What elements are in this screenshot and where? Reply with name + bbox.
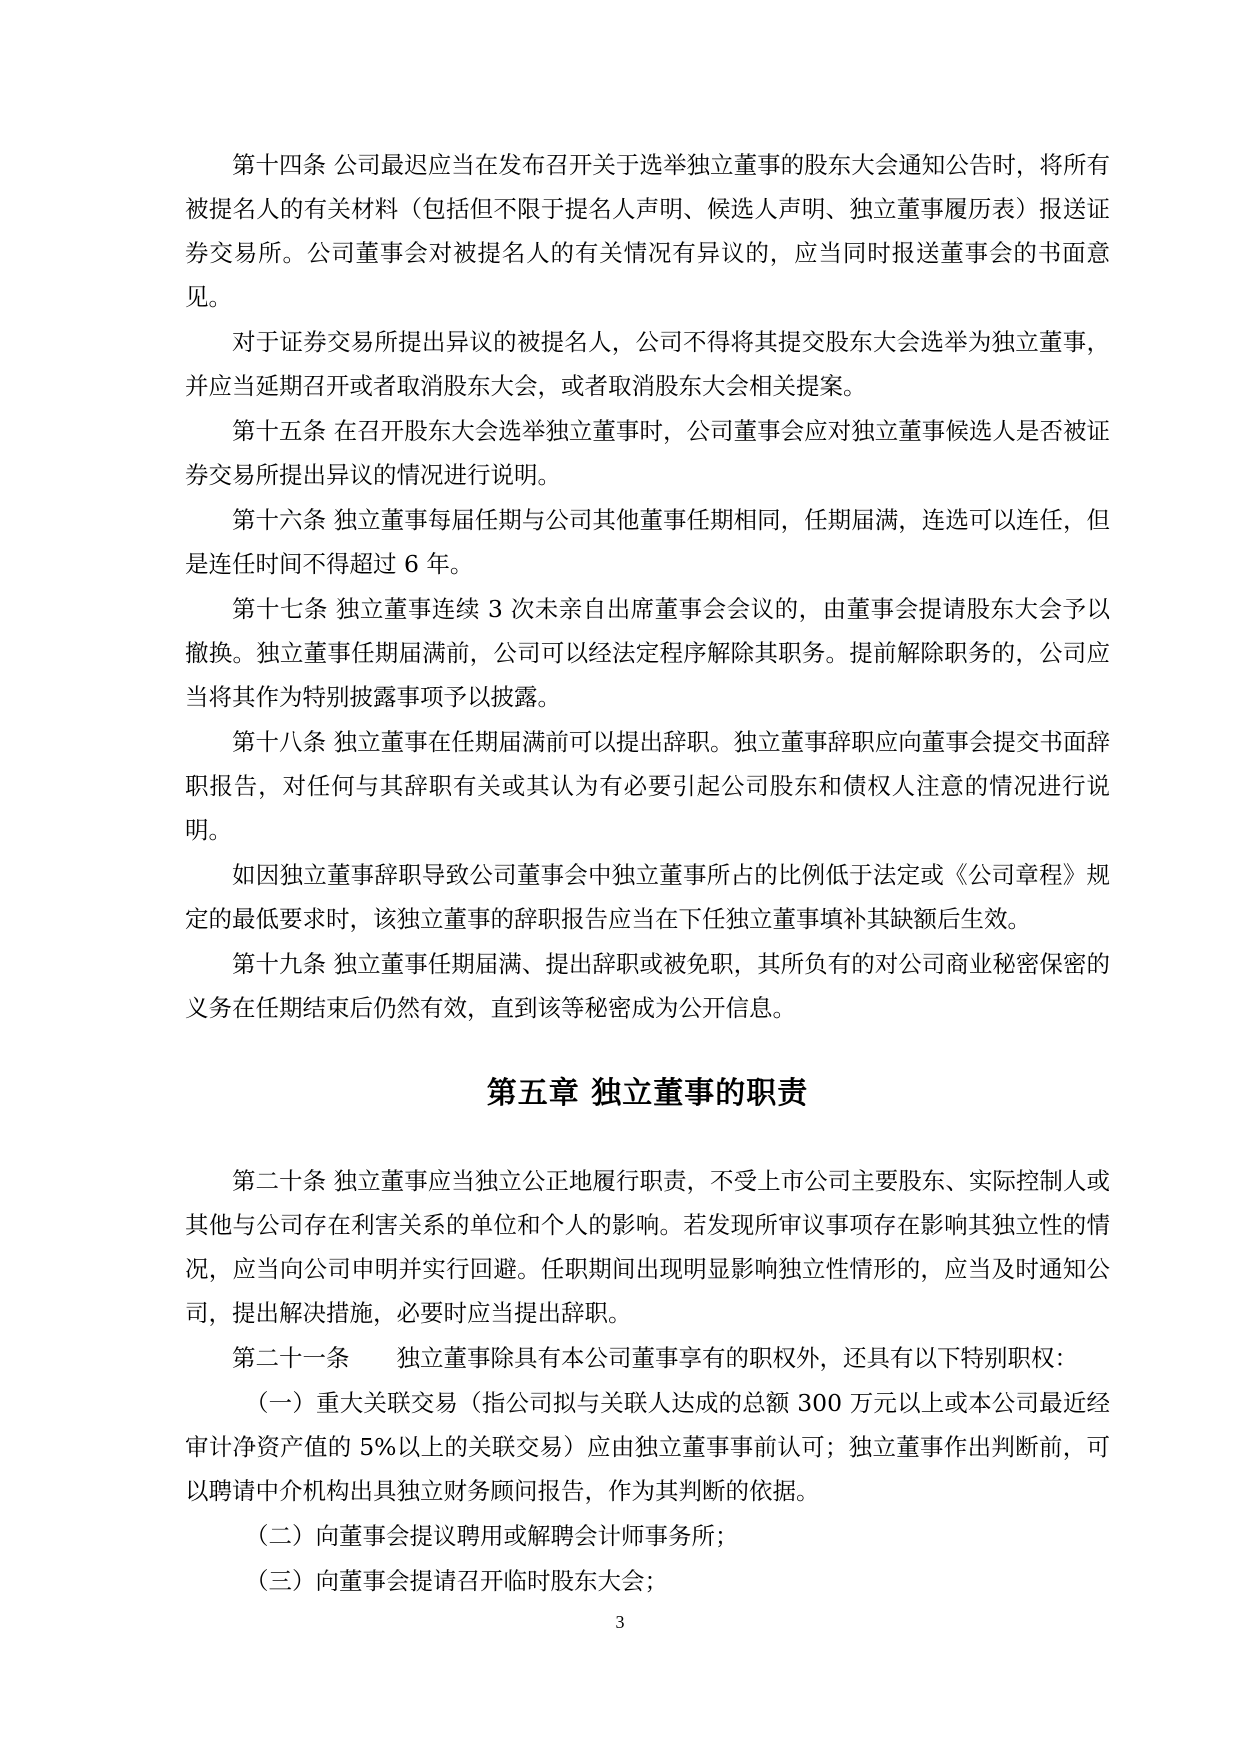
article-19-paragraph: 第十九条 独立董事任期届满、提出辞职或被免职，其所负有的对公司商业秘密保密的义务在任期结束后仍然有效，直到该等秘密成为公开信息。 bbox=[185, 950, 1110, 1022]
document-body bbox=[185, 143, 1110, 1604]
page-number: 3 bbox=[615, 1612, 625, 1632]
article-21-item-3: （三）向董事会提请召开临时股东大会； bbox=[245, 1567, 668, 1595]
article-18-paragraph: 第十八条 独立董事在任期届满前可以提出辞职。独立董事辞职应向董事会提交书面辞职报告，对任何与其辞职有关或其认为有必要引起公司股东和债权人注意的情况进行说明。 bbox=[185, 728, 1110, 844]
article-16-paragraph: 第十六条 独立董事每届任期与公司其他董事任期相同，任期届满，连选可以连任，但是连任时间不得超过 6 年。 bbox=[185, 506, 1110, 578]
article-18-resignation-paragraph: 如因独立董事辞职导致公司董事会中独立董事所占的比例低于法定或《公司章程》规定的最低要求时，该独立董事的辞职报告应当在下任独立董事填补其缺额后生效。 bbox=[185, 861, 1110, 933]
article-14-paragraph: 第十四条 公司最迟应当在发布召开关于选举独立董事的股东大会通知公告时，将所有被提名人的有关材料（包括但不限于提名人声明、候选人声明、独立董事履历表）报送证券交易所。公司董事会对被提名人的有关情况有异议的，应当同时报送董事会的书面意见。 bbox=[185, 151, 1110, 311]
article-17-paragraph: 第十七条 独立董事连续 3 次未亲自出席董事会会议的，由董事会提请股东大会予以撤换。独立董事任期届满前，公司可以经法定程序解除其职务。提前解除职务的，公司应当将其作为特别披露事项予以披露。 bbox=[185, 595, 1110, 711]
article-14-objection-paragraph: 对于证券交易所提出异议的被提名人，公司不得将其提交股东大会选举为独立董事，并应当延期召开或者取消股东大会，或者取消股东大会相关提案。 bbox=[185, 328, 1110, 400]
chapter-heading: 第五章 独立董事的职责 bbox=[486, 1076, 809, 1111]
article-21-paragraph: 第二十一条 独立董事除具有本公司董事享有的职权外，还具有以下特别职权： bbox=[232, 1344, 1078, 1372]
article-21-item-2: （二）向董事会提议聘用或解聘会计师事务所； bbox=[245, 1522, 739, 1550]
article-15-paragraph: 第十五条 在召开股东大会选举独立董事时，公司董事会应对独立董事候选人是否被证券交易所提出异议的情况进行说明。 bbox=[185, 417, 1110, 489]
article-20-paragraph: 第二十条 独立董事应当独立公正地履行职责，不受上市公司主要股东、实际控制人或其他与公司存在利害关系的单位和个人的影响。若发现所审议事项存在影响其独立性的情况，应当向公司申明并实行回避。任职期间出现明显影响独立性情形的，应当及时通知公司，提出解决措施，必要时应当提出辞职。 bbox=[185, 1167, 1110, 1327]
article-21-item-1: （一）重大关联交易（指公司拟与关联人达成的总额 300 万元以上或本公司最近经审计净资产值的 5%以上的关联交易）应由独立董事事前认可；独立董事作出判断前，可以聘请中介机构出具独立财务顾问报告，作为其判断的依据。 bbox=[185, 1389, 1110, 1505]
